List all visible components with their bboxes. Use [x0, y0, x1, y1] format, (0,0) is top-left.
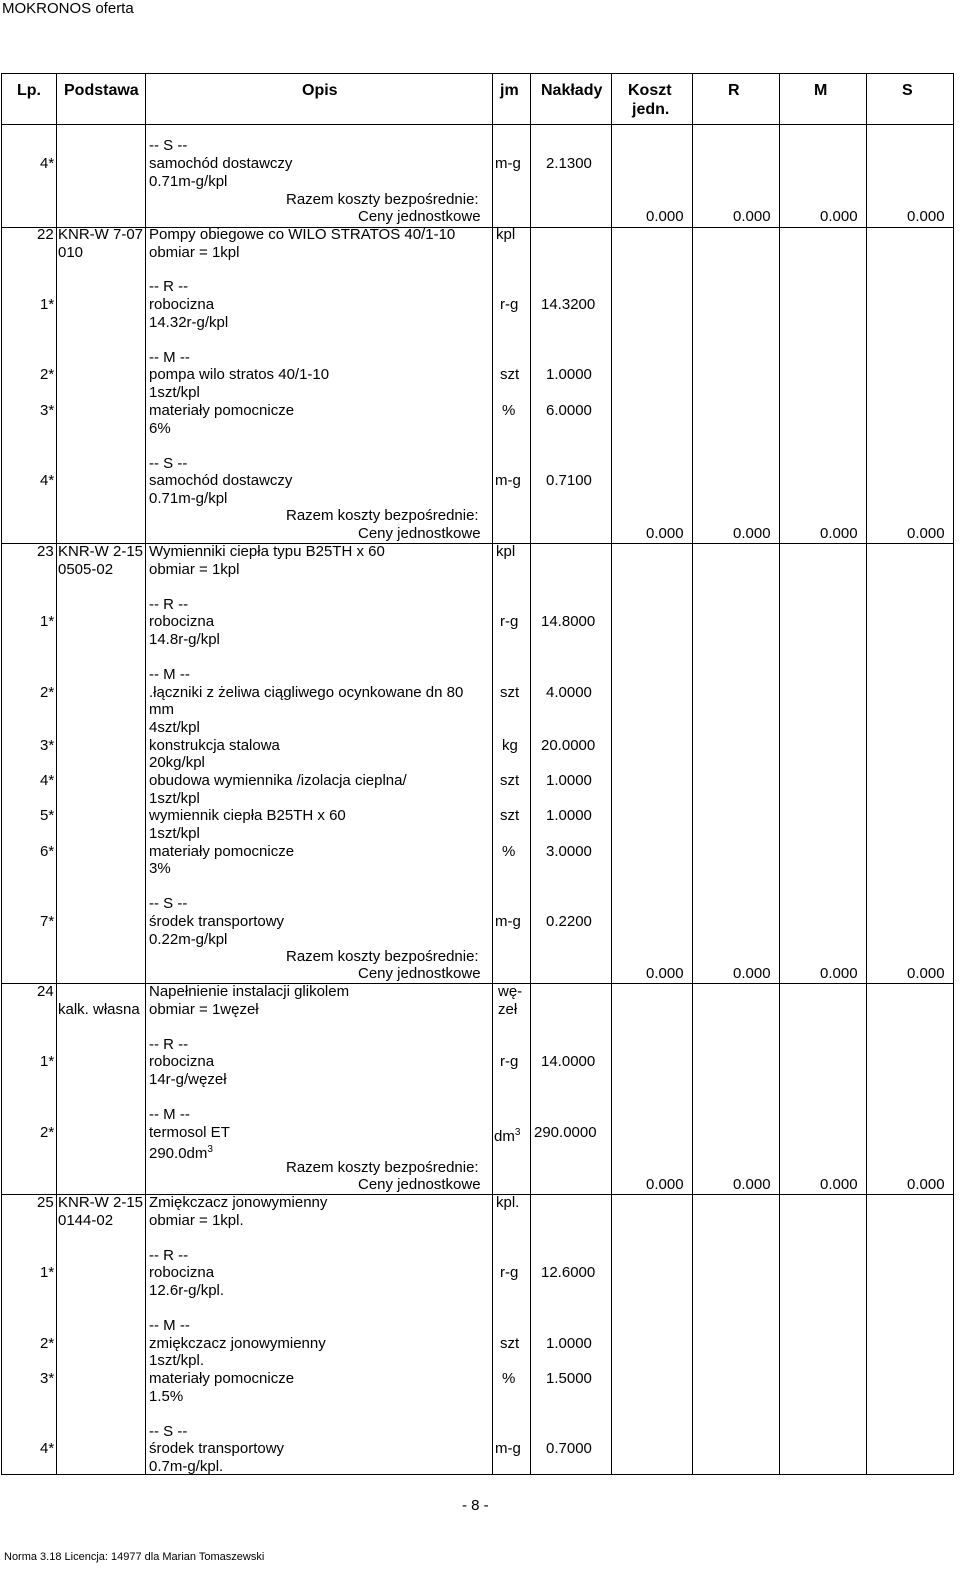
position-desc: Wymienniki ciepła typu B25TH x 60 — [149, 543, 385, 560]
position-unit: kpl. — [496, 1194, 520, 1211]
row-line: 0.71m-g/kpl — [149, 490, 228, 507]
razem-label: Razem koszty bezpośrednie: — [286, 507, 479, 524]
row-line: -- S -- — [149, 895, 188, 912]
col-jm: jm — [500, 82, 519, 99]
row-line: -- R -- — [149, 278, 189, 295]
row-value: 0.7100 — [546, 472, 592, 489]
position-desc: Zmiękczacz jonowymienny — [149, 1194, 328, 1211]
row-line: termosol ET — [149, 1124, 230, 1141]
razem-label: Razem koszty bezpośrednie: — [286, 948, 479, 965]
row-value: 1.0000 — [546, 772, 592, 789]
row-jm: m-g — [495, 913, 521, 930]
col-naklady: Nakłady — [541, 82, 603, 99]
sum-total: 0.000 — [907, 208, 945, 225]
row-line: -- M -- — [149, 666, 190, 683]
row-line: materiały pomocnicze — [149, 843, 295, 860]
row-value: 1.0000 — [546, 807, 592, 824]
row-lp: 1* — [40, 1053, 55, 1070]
app-title: MOKRONOS oferta — [2, 0, 134, 17]
row-value: 12.6000 — [541, 1264, 596, 1281]
row-line: robocizna — [149, 1053, 215, 1070]
sum-s: 0.000 — [820, 525, 858, 542]
row-jm: kg — [502, 737, 518, 754]
row-value: 3.0000 — [546, 843, 592, 860]
position-unit: zeł — [498, 1001, 518, 1018]
razem-label: Razem koszty bezpośrednie: — [286, 191, 479, 208]
col-jedn: jedn. — [632, 101, 670, 118]
sum-s: 0.000 — [820, 965, 858, 982]
row-line: samochód dostawczy — [149, 472, 293, 489]
row-line: 0.7m-g/kpl. — [149, 1458, 224, 1475]
row-jm: m-g — [495, 155, 521, 172]
sum-s: 0.000 — [820, 1176, 858, 1193]
row-jm: m-g — [495, 472, 521, 489]
row-line: -- M -- — [149, 349, 190, 366]
position-base: KNR-W 2-15 — [58, 543, 144, 560]
ceny-label: Ceny jednostkowe — [358, 1176, 481, 1193]
row-value: 14.3200 — [541, 296, 596, 313]
position-measure: obmiar = 1kpl. — [149, 1212, 244, 1229]
row-line: -- R -- — [149, 596, 189, 613]
row-line: materiały pomocnicze — [149, 402, 295, 419]
row-jm: % — [502, 843, 516, 860]
row-jm: % — [502, 1370, 516, 1387]
row-line: wymiennik ciepła B25TH x 60 — [149, 807, 346, 824]
row-line: robocizna — [149, 613, 215, 630]
row-jm: $dm^3$ — [494, 1127, 521, 1145]
ceny-label: Ceny jednostkowe — [358, 525, 481, 542]
row-line: 20kg/kpl — [149, 754, 205, 771]
row-line: materiały pomocnicze — [149, 1370, 295, 1387]
row-jm: szt — [500, 807, 520, 824]
row-line: 14.32r-g/kpl — [149, 314, 229, 331]
row-lp: 4* — [40, 772, 55, 789]
row-line: -- S -- — [149, 1423, 188, 1440]
row-line: -- R -- — [149, 1247, 189, 1264]
row-jm: szt — [500, 1335, 520, 1352]
position-measure: obmiar = 1kpl — [149, 244, 240, 261]
col-m: M — [814, 82, 828, 99]
row-line: środek transportowy — [149, 1440, 285, 1457]
row-lp: 2* — [40, 1335, 55, 1352]
sum-s: 0.000 — [820, 208, 858, 225]
row-line: 6% — [149, 420, 171, 437]
row-lp: 5* — [40, 807, 55, 824]
row-lp: 3* — [40, 402, 55, 419]
row-line: 0.71m-g/kpl — [149, 173, 228, 190]
row-line: -- R -- — [149, 1036, 189, 1053]
row-line: robocizna — [149, 296, 215, 313]
position-number: 25 — [37, 1194, 54, 1211]
row-jm: % — [502, 402, 516, 419]
row-jm: r-g — [500, 1053, 519, 1070]
row-line: samochód dostawczy — [149, 155, 293, 172]
sum-m: 0.000 — [733, 208, 771, 225]
col-s: S — [902, 82, 913, 99]
row-line: mm — [149, 701, 174, 718]
row-jm: m-g — [495, 1440, 521, 1457]
row-line: 0.22m-g/kpl — [149, 931, 228, 948]
sum-m: 0.000 — [733, 965, 771, 982]
row-line: 1szt/kpl — [149, 825, 200, 842]
sum-m: 0.000 — [733, 1176, 771, 1193]
sum-r: 0.000 — [646, 525, 684, 542]
col-r: R — [728, 82, 740, 99]
row-line: 1szt/kpl. — [149, 1352, 205, 1369]
row-value: 20.0000 — [541, 737, 596, 754]
row-line: zmiękczacz jonowymienny — [149, 1335, 326, 1352]
row-jm: r-g — [500, 1264, 519, 1281]
row-line: 12.6r-g/kpl. — [149, 1282, 225, 1299]
row-line: obudowa wymiennika /izolacja cieplna/ — [149, 772, 407, 789]
sum-r: 0.000 — [646, 1176, 684, 1193]
ceny-label: Ceny jednostkowe — [358, 208, 481, 225]
row-line: 1szt/kpl — [149, 384, 200, 401]
row-line: 14r-g/węzeł — [149, 1071, 227, 1088]
row-jm: r-g — [500, 613, 519, 630]
row-value: 1.5000 — [546, 1370, 592, 1387]
sum-total: 0.000 — [907, 965, 945, 982]
row-line: 14.8r-g/kpl — [149, 631, 220, 648]
col-lp: Lp. — [17, 82, 41, 99]
row-line: konstrukcja stalowa — [149, 737, 280, 754]
row-lp: 1* — [40, 613, 55, 630]
position-unit: kpl — [496, 226, 516, 243]
page-number: - 8 - — [462, 1497, 489, 1514]
position-desc: Napełnienie instalacji glikolem — [149, 983, 350, 1000]
col-koszt: Koszt — [628, 82, 672, 99]
position-measure: obmiar = 1kpl — [149, 561, 240, 578]
position-number: 24 — [37, 983, 54, 1000]
row-jm: szt — [500, 684, 520, 701]
row-line: -- S -- — [149, 455, 188, 472]
row-line: .łączniki z żeliwa ciągliwego ocynkowane dn 80 — [149, 684, 464, 701]
position-base-code: 010 — [58, 244, 84, 261]
position-base-code: 0144-02 — [58, 1212, 114, 1229]
razem-label: Razem koszty bezpośrednie: — [286, 1159, 479, 1176]
row-line: 1.5% — [149, 1388, 184, 1405]
row-line: $290.0dm^3$ — [149, 1144, 213, 1162]
position-base: KNR-W 7-07 — [58, 226, 144, 243]
col-podstawa: Podstawa — [64, 82, 139, 99]
row-lp: 4* — [40, 1440, 55, 1457]
row-jm: r-g — [500, 296, 519, 313]
row-lp: 3* — [40, 1370, 55, 1387]
col-opis: Opis — [302, 82, 338, 99]
row-value: 0.2200 — [546, 913, 592, 930]
row-line: środek transportowy — [149, 913, 285, 930]
row-value: 2.1300 — [546, 155, 592, 172]
row-lp: 4* — [40, 472, 55, 489]
row-line: 4szt/kpl — [149, 719, 200, 736]
sum-r: 0.000 — [646, 965, 684, 982]
sum-m: 0.000 — [733, 525, 771, 542]
row-value: 290.0000 — [534, 1124, 597, 1141]
row-value: 1.0000 — [546, 366, 592, 383]
position-number: 22 — [37, 226, 54, 243]
row-value: 1.0000 — [546, 1335, 592, 1352]
row-value: 14.0000 — [541, 1053, 596, 1070]
row-line: robocizna — [149, 1264, 215, 1281]
position-unit: wę- — [498, 983, 523, 1000]
row-lp: 2* — [40, 366, 55, 383]
position-base: KNR-W 2-15 — [58, 1194, 144, 1211]
ceny-label: Ceny jednostkowe — [358, 965, 481, 982]
row-lp: 1* — [40, 1264, 55, 1281]
row-lp: 2* — [40, 684, 55, 701]
row-lp: 2* — [40, 1124, 55, 1141]
row-lp: 6* — [40, 843, 55, 860]
position-unit: kpl — [496, 543, 516, 560]
position-base: kalk. własna — [58, 1001, 140, 1018]
row-lp: 1* — [40, 296, 55, 313]
row-line: -- M -- — [149, 1106, 190, 1123]
footer-license: Norma 3.18 Licencja: 14977 dla Marian Tomaszewski — [4, 1551, 265, 1563]
row-jm: szt — [500, 772, 520, 789]
position-number: 23 — [37, 543, 54, 560]
row-line: -- M -- — [149, 1317, 190, 1334]
position-measure: obmiar = 1węzeł — [149, 1001, 259, 1018]
row-line: pompa wilo stratos 40/1-10 — [149, 366, 330, 383]
row-value: 4.0000 — [546, 684, 592, 701]
sum-r: 0.000 — [646, 208, 684, 225]
row-line: 1szt/kpl — [149, 790, 200, 807]
row-line: -- S -- — [149, 137, 188, 154]
position-base-code: 0505-02 — [58, 561, 114, 578]
row-jm: szt — [500, 366, 520, 383]
sum-total: 0.000 — [907, 1176, 945, 1193]
row-lp: 3* — [40, 737, 55, 754]
sum-total: 0.000 — [907, 525, 945, 542]
row-value: 14.8000 — [541, 613, 596, 630]
row-lp: 7* — [40, 913, 55, 930]
row-value: 0.7000 — [546, 1440, 592, 1457]
row-value: 6.0000 — [546, 402, 592, 419]
row-line: 3% — [149, 860, 171, 877]
position-desc: Pompy obiegowe co WILO STRATOS 40/1-10 — [149, 226, 456, 243]
row-lp: 4* — [40, 155, 55, 172]
